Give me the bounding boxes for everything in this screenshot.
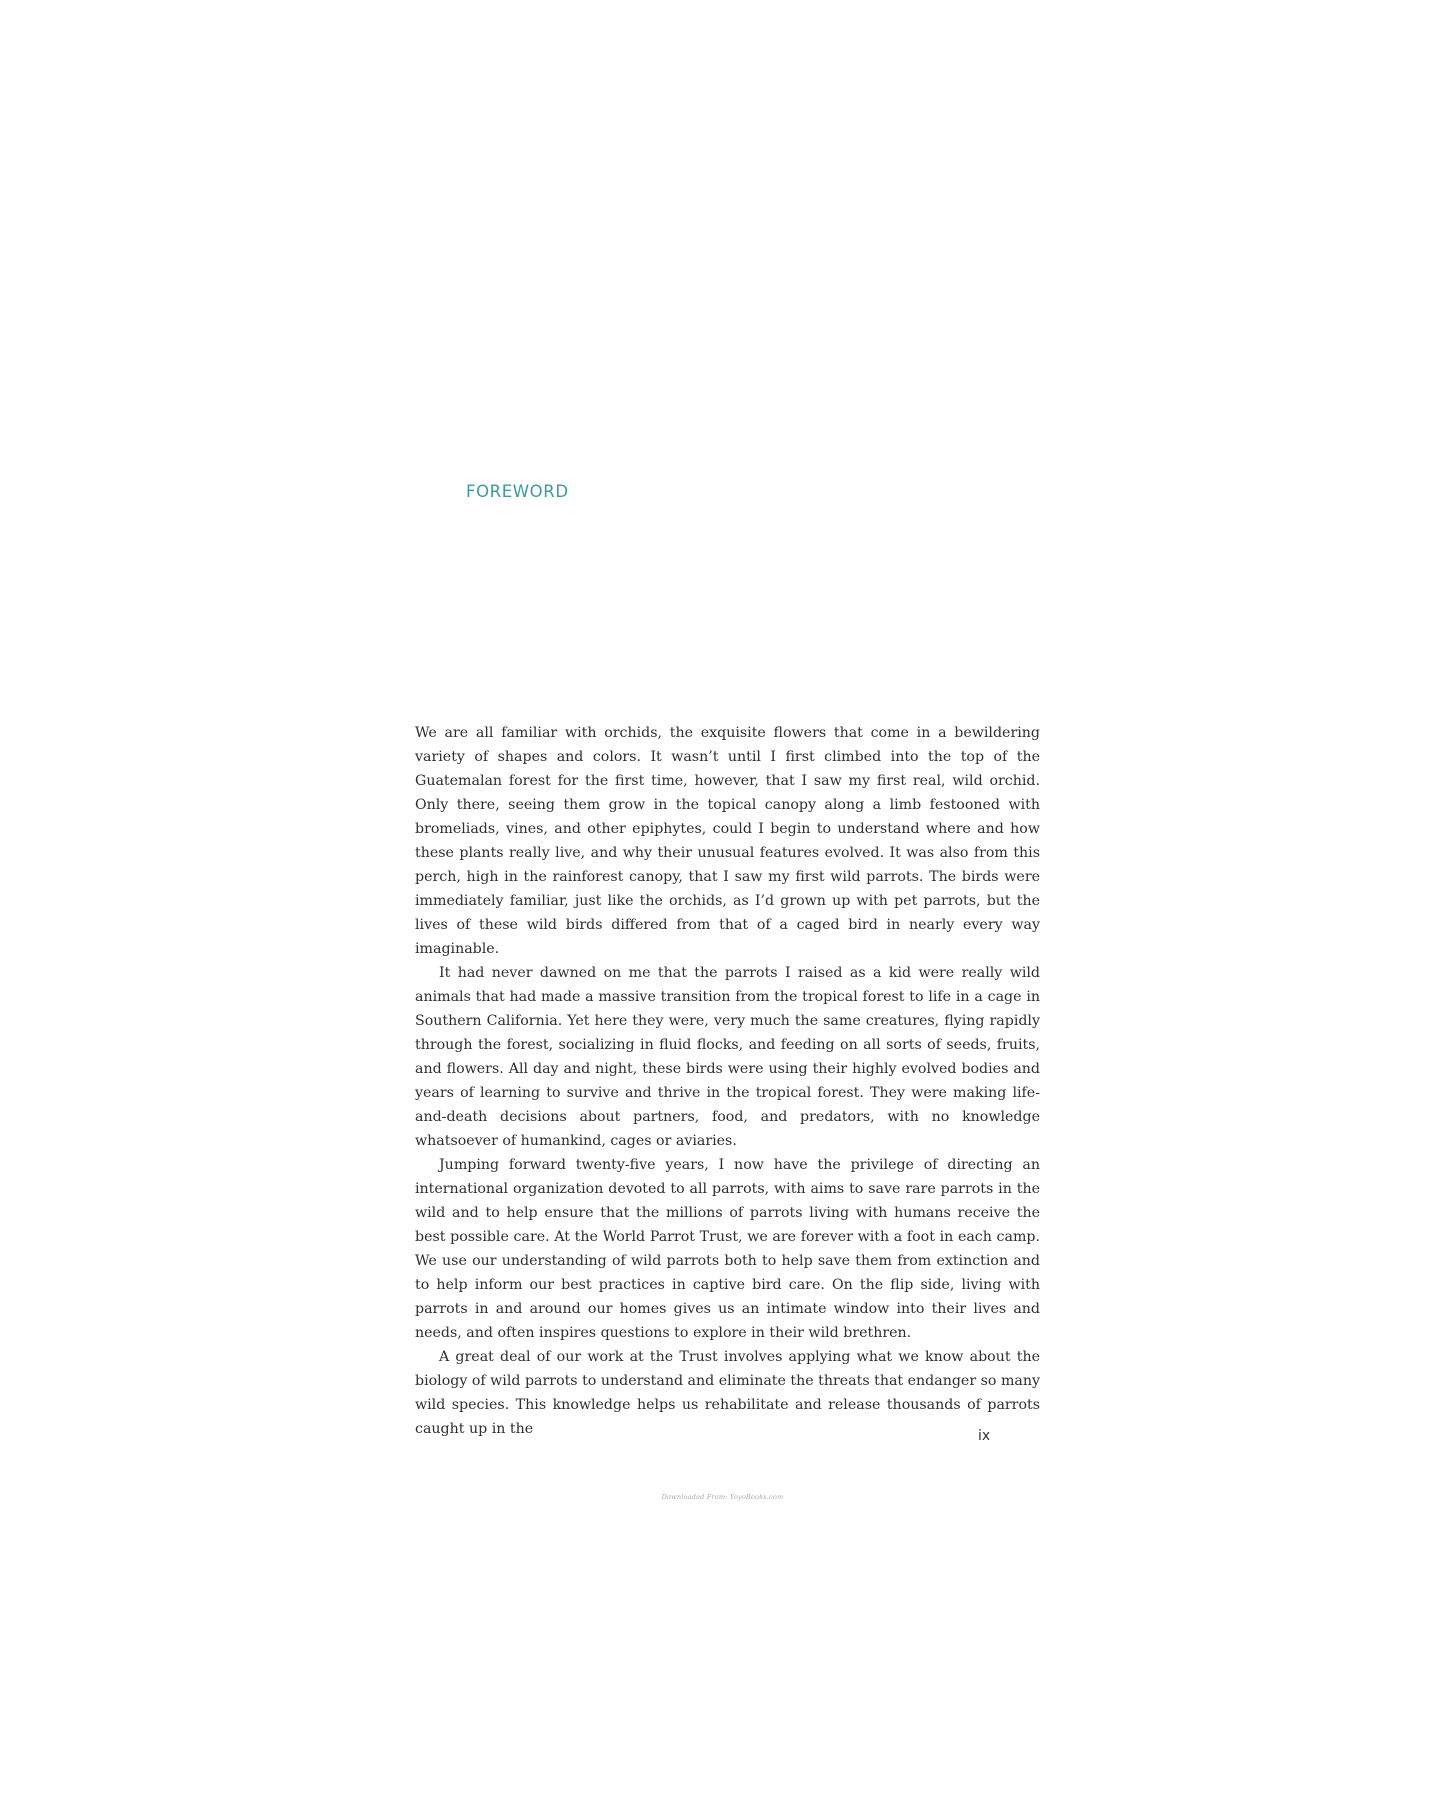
chapter-title: FOREWORD — [466, 482, 569, 501]
page-number: ix — [978, 1428, 991, 1444]
paragraph-3: Jumping forward twenty-five years, I now have the privilege of directing an international organization devoted to all parrots, with aims to save rare parrots in the wild and to help ensure that the millions of parrots living with humans receive the best possible care. At the World Parrot Trust, we are forever with a foot in each camp. We use our understanding of wild parrots both to help save them from extinction and to help inform our best practices in captive bird care. On the flip side, living with parrots in and around our homes gives us an intimate window into their lives and needs, and often inspires questions to explore in their wild brethren. — [415, 1157, 1040, 1341]
paragraph-4: A great deal of our work at the Trust involves applying what we know about the biology of wild parrots to understand and eliminate the threats that endanger so many wild species. This knowledge helps us rehabilitate and release thousands of parrots caught up in the — [415, 1349, 1041, 1437]
foreword-body — [415, 721, 1040, 1441]
paragraph-2: It had never dawned on me that the parrots I raised as a kid were really wild animals that had made a massive transition from the tropical forest to life in a cage in Southern California. Yet here they were, very much the same creatures, flying rapidly through the forest, socializing in fluid flocks, and feeding on all sorts of seeds, fruits, and flowers. All day and night, these birds were using their highly evolved bodies and years of learning to survive and thrive in the tropical forest. They were making life-and-death decisions about partners, food, and predators, with no knowledge whatsoever of humankind, cages or aviaries. — [415, 965, 1040, 1149]
footer-watermark: Downloaded From: YoyoBooks.com — [661, 1493, 784, 1501]
paragraph-1: We are all familiar with orchids, the exquisite flowers that come in a bewildering variety of shapes and colors. It wasn’t until I first climbed into the top of the Guatemalan forest for the first time, however, that I saw my first real, wild orchid. Only there, seeing them grow in the topical canopy along a limb festooned with bromeliads, vines, and other epiphytes, could I begin to understand where and how these plants really live, and why their unusual features evolved. It was also from this perch, high in the rainforest canopy, that I saw my first wild parrots. The birds were immediately familiar, just like the orchids, as I’d grown up with pet parrots, but the lives of these wild birds differed from that of a caged bird in nearly every way imaginable. — [415, 725, 1040, 957]
